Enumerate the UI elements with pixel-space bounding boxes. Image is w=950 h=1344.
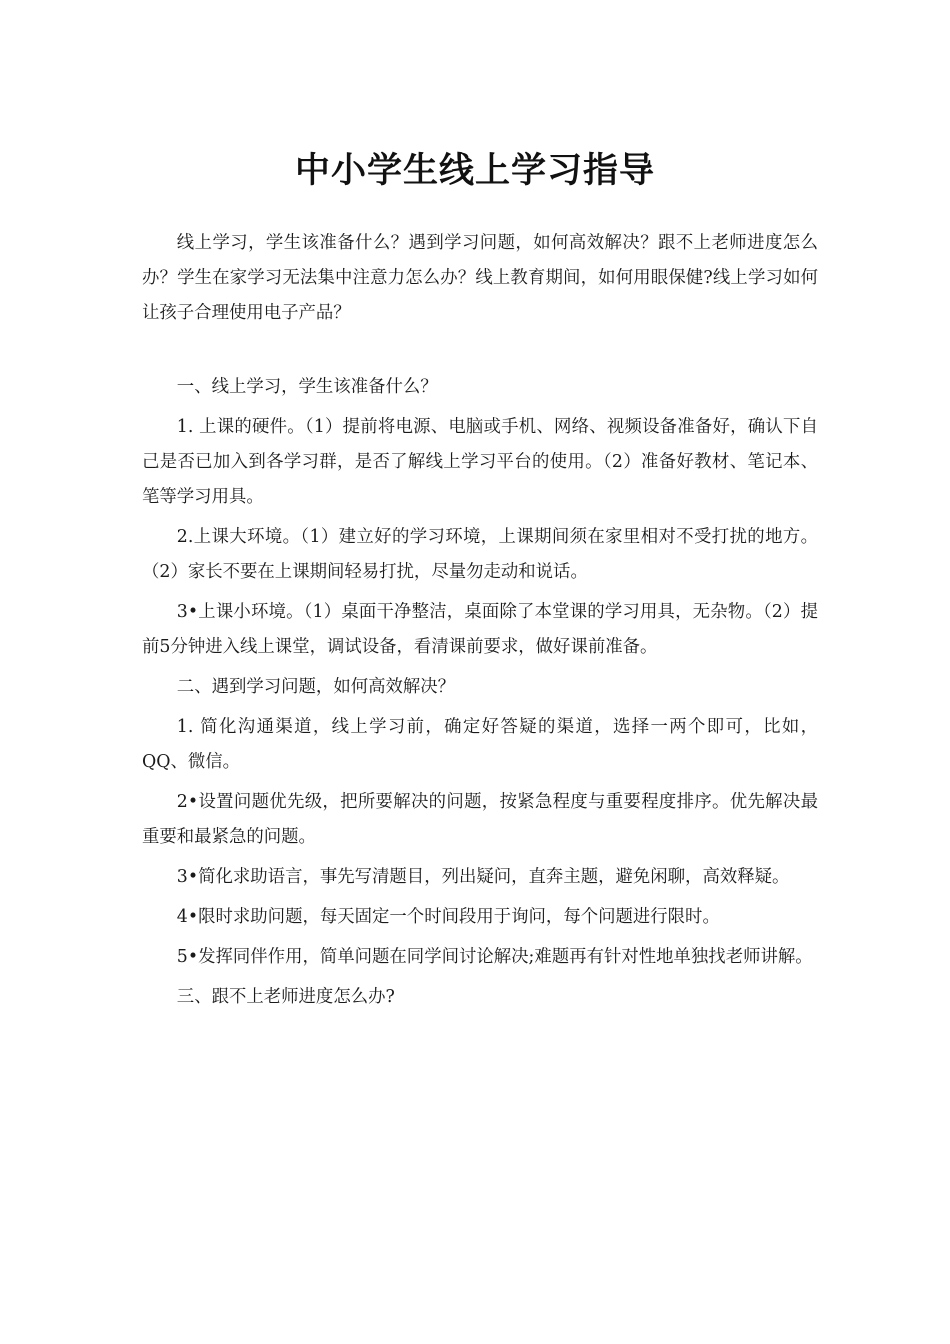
paragraph-time-limit: 4•限时求助问题，每天固定一个时间段用于询问，每个问题进行限时。 [176,907,720,927]
paragraph-priority: 2•设置问题优先级，把所要解决的问题，按紧急程度与重要程度排序。优先解决最重要和最紧急的问题。 [142,792,818,847]
paragraph-channels: 1. 简化沟通渠道，线上学习前，确定好答疑的渠道，选择一两个即可，比如，QQ、微信。 [142,717,818,772]
paragraph-language: 3•简化求助语言，事先写清题目，列出疑问，直奔主题，避免闲聊，高效释疑。 [176,867,790,887]
paragraph-hardware: 1. 上课的硬件。（1）提前将电源、电脑或手机、网络、视频设备准备好，确认下自己是否已加入到各学习群，是否了解线上学习平台的使用。（2）准备好教材、笔记本、笔等学习用具。 [142,417,818,507]
paragraph-peers: 5•发挥同伴作用，简单问题在同学间讨论解决;难题再有针对性地单独找老师讲解。 [176,947,813,967]
section-heading-2: 二、遇到学习问题，如何高效解决？ [176,677,456,697]
paragraph-desk: 3•上课小环境。（1）桌面干净整洁，桌面除了本堂课的学习用具，无杂物。（2）提前5分钟进入线上课堂，调试设备，看清课前要求，做好课前准备。 [142,602,818,657]
page-title: 中小学生线上学习指导 [294,150,655,192]
intro-paragraph: 线上学习，学生该准备什么？遇到学习问题，如何高效解决？跟不上老师进度怎么办？学生在家学习无法集中注意力怎么办？线上教育期间，如何用眼保健?线上学习如何让孩子合理使用电子产品？ [142,233,818,323]
section-heading-3: 三、跟不上老师进度怎么办? [176,987,395,1007]
document-body [142,226,818,1015]
paragraph-environment: 2.上课大环境。（1）建立好的学习环境，上课期间须在家里相对不受打扰的地方。（2）家长不要在上课期间轻易打扰，尽量勿走动和说话。 [142,527,818,582]
section-heading-1: 一、线上学习，学生该准备什么？ [176,377,438,397]
